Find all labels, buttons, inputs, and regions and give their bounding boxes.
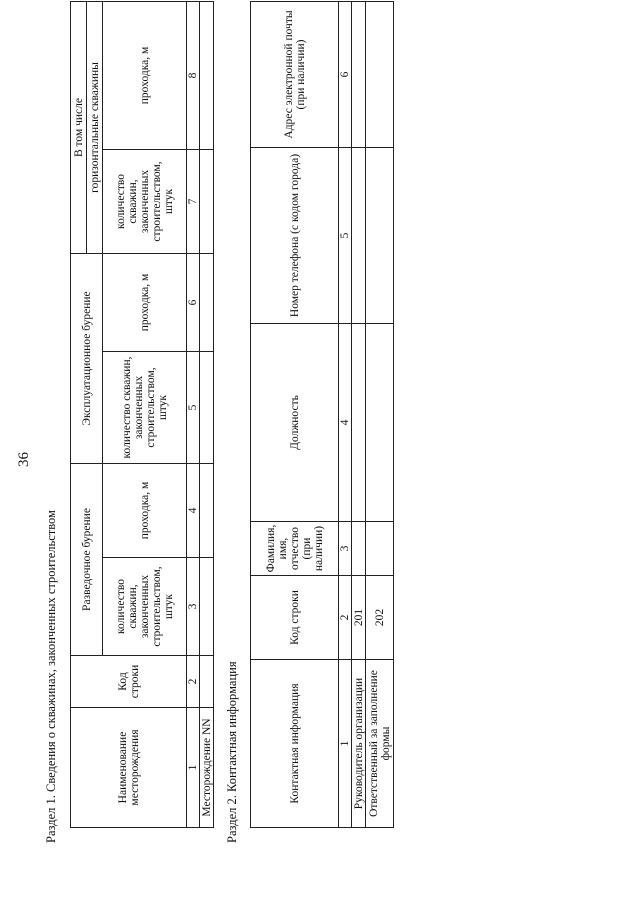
header-penetration-exploration: проходка, м — [103, 464, 187, 558]
col-number: 4 — [187, 464, 200, 558]
col-number: 5 — [187, 352, 200, 464]
empty-cell — [352, 148, 366, 324]
col-number: 7 — [187, 149, 200, 253]
empty-cell — [200, 656, 214, 708]
header-line-code: Код строки — [71, 656, 187, 708]
col-number: 1 — [187, 708, 200, 828]
contact-label-cell: Руководитель организации — [352, 660, 366, 828]
empty-cell — [200, 1, 214, 149]
header-line-code-2: Код строки — [251, 576, 339, 660]
col-number: 5 — [339, 148, 352, 324]
col-number: 2 — [187, 656, 200, 708]
empty-cell — [200, 464, 214, 558]
empty-cell — [352, 2, 366, 148]
contact-table — [250, 1, 394, 828]
header-phone: Номер телефона (с кодом города) — [251, 148, 339, 324]
col-number: 4 — [339, 324, 352, 522]
empty-cell — [366, 148, 394, 324]
empty-cell — [366, 2, 394, 148]
table-row — [200, 1, 214, 827]
empty-cell — [200, 149, 214, 253]
header-wells-count-exploration: количество скважин, законченных строительством, штук — [103, 558, 187, 656]
col-number: 6 — [187, 253, 200, 351]
wells-table — [70, 1, 214, 828]
header-penetration-production: проходка, м — [103, 253, 187, 351]
col-number: 8 — [187, 1, 200, 149]
table-row — [366, 2, 394, 828]
section1-title: Раздел 1. Сведения о скважинах, законченных строительством — [44, 510, 58, 843]
line-code-cell: 202 — [366, 576, 394, 660]
header-production: Эксплуатационное бурение — [71, 253, 103, 463]
line-code-cell: 201 — [352, 576, 366, 660]
header-position: Должность — [251, 324, 339, 522]
col-number: 3 — [339, 522, 352, 576]
empty-cell — [200, 558, 214, 656]
col-number: 1 — [339, 660, 352, 828]
empty-cell — [366, 522, 394, 576]
col-number: 2 — [339, 576, 352, 660]
field-name-cell: Месторождение NN — [200, 708, 214, 828]
empty-cell — [200, 253, 214, 351]
header-field-name: Наименование месторождения — [71, 708, 187, 828]
empty-cell — [200, 352, 214, 464]
header-contact: Контактная информация — [251, 660, 339, 828]
table-row — [352, 2, 366, 828]
header-wells-count-production: количество скважин, законченных строительством, штук — [103, 352, 187, 464]
header-penetration-horizontal: проходка, м — [103, 1, 187, 149]
col-number: 6 — [339, 2, 352, 148]
empty-cell — [366, 324, 394, 522]
empty-cell — [352, 324, 366, 522]
page-number: 36 — [16, 452, 32, 467]
header-wells-count-horizontal: количество скважин, законченных строительством, штук — [103, 149, 187, 253]
col-number: 3 — [187, 558, 200, 656]
header-email: Адрес электронной почты (при наличии) — [251, 2, 339, 148]
section2-title: Раздел 2. Контактная информация — [225, 661, 239, 843]
contact-label-cell: Ответственный за заполнение формы — [366, 660, 394, 828]
header-exploration: Разведочное бурение — [71, 464, 103, 656]
empty-cell — [352, 522, 366, 576]
header-horizontal: горизонтальные скважины — [87, 1, 103, 253]
header-including: В том числе — [71, 1, 87, 253]
header-fio: Фамилия, имя, отчество (при наличии) — [251, 522, 339, 576]
